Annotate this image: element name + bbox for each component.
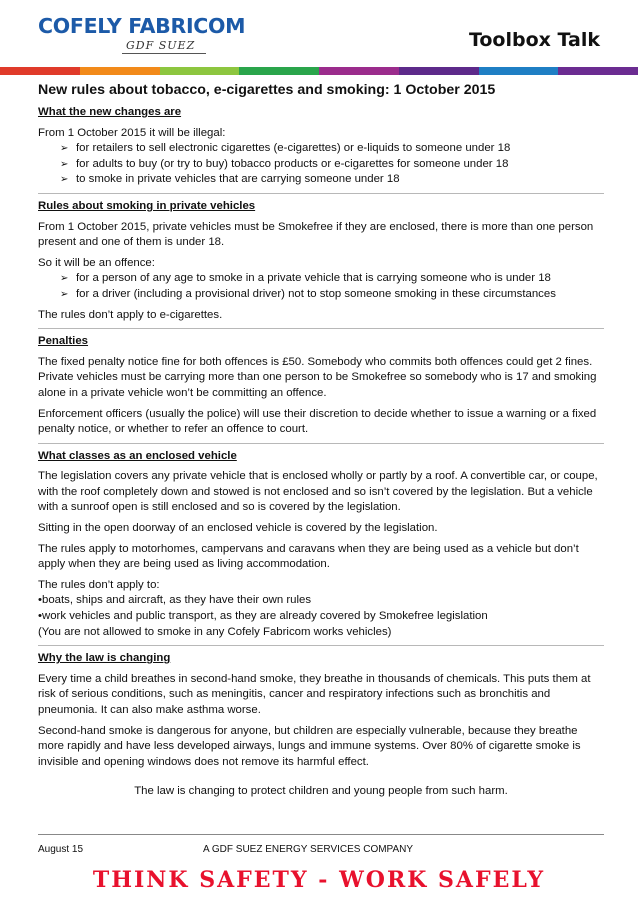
vehicles-bullet-list bbox=[60, 271, 604, 302]
enclosed-exceptions bbox=[38, 578, 604, 640]
footer-company: A GDF SUEZ ENERGY SERVICES COMPANY bbox=[203, 844, 414, 855]
why-paragraph-1: Every time a child breathes in second-hand smoke, they breathe in thousands of chemicals. This puts them at risk of serious conditions, such as meningitis, cancer and respiratory infections such as bronchitis and pneumonia. It can also make asthma worse. bbox=[38, 672, 591, 716]
exceptions-line: •work vehicles and public transport, as they are already covered by Smokefree legislation bbox=[38, 610, 488, 623]
list-item-text: for a person of any age to smoke in a private vehicle that is carrying someone who is under 18 bbox=[76, 272, 551, 285]
header-title: Toolbox Talk bbox=[468, 29, 600, 51]
footer-date: August 15 bbox=[38, 844, 84, 855]
list-item-text: to smoke in private vehicles that are carrying someone under 18 bbox=[76, 173, 400, 186]
section-heading-changes: What the new changes are bbox=[38, 106, 182, 118]
header-color-bar bbox=[0, 67, 638, 75]
arrow-bullet-icon: ➢ bbox=[60, 273, 69, 285]
list-item bbox=[60, 271, 604, 287]
arrow-bullet-icon: ➢ bbox=[60, 288, 69, 300]
changes-intro: From 1 October 2015 it will be illegal: bbox=[38, 126, 226, 139]
arrow-bullet-icon: ➢ bbox=[60, 158, 69, 170]
section-divider bbox=[38, 328, 604, 329]
list-item bbox=[60, 157, 604, 173]
arrow-bullet-icon: ➢ bbox=[60, 143, 69, 155]
arrow-bullet-icon: ➢ bbox=[60, 174, 69, 186]
closing-statement: The law is changing to protect children and young people from such harm. bbox=[134, 785, 508, 798]
enclosed-paragraph-1: The legislation covers any private vehicle that is enclosed wholly or partly by a roof. A convertible car, or coupe, with the roof completely down and stowed is not enclosed and so isn’t covered by the legislation. But a vehicle with a sunroof open is still enclosed and so is covered by the legislation. bbox=[38, 470, 598, 514]
color-bar-segment bbox=[160, 67, 240, 75]
enclosed-paragraph-2: Sitting in the open doorway of an enclosed vehicle is covered by the legislation. bbox=[38, 522, 438, 535]
penalties-paragraph-1: The fixed penalty notice fine for both offences is £50. Somebody who commits both offences could get 2 fines. Private vehicles must be carrying more than one person to be Smokefree so somebody who is 17 and smoking alone in a private vehicle won’t be committing an offence. bbox=[38, 355, 597, 399]
exceptions-line: (You are not allowed to smoke in any Cofely Fabricom works vehicles) bbox=[38, 625, 392, 638]
changes-bullet-list bbox=[60, 141, 604, 188]
list-item bbox=[60, 172, 604, 188]
list-item-text: for a driver (including a provisional driver) not to stop someone smoking in these circumstances bbox=[76, 287, 556, 300]
page-header bbox=[0, 0, 638, 70]
color-bar-segment bbox=[319, 67, 399, 75]
vehicles-paragraph: From 1 October 2015, private vehicles must be Smokefree if they are enclosed, there is more than one person present and one of them is under 18. bbox=[38, 220, 594, 249]
color-bar-segment bbox=[479, 67, 559, 75]
footer-divider bbox=[38, 834, 604, 835]
list-item-text: for retailers to sell electronic cigarettes (e-cigarettes) or e-liquids to someone under 18 bbox=[76, 142, 511, 155]
color-bar-segment bbox=[558, 67, 638, 75]
enclosed-paragraph-3: The rules apply to motorhomes, campervans and caravans when they are being used as a vehicle but don’t apply when they are being used as living accommodation. bbox=[38, 542, 579, 571]
section-divider bbox=[38, 193, 604, 194]
color-bar-segment bbox=[0, 67, 80, 75]
section-heading-enclosed: What classes as an enclosed vehicle bbox=[38, 449, 237, 462]
why-paragraph-2: Second-hand smoke is dangerous for anyone, but children are especially vulnerable, because they breathe more rapidly and have less developed airways, lungs and immune systems. Over 80% of cigarette smoke is invisible and opening windows does not remove its harmful effect. bbox=[38, 724, 581, 768]
exceptions-line: The rules don’t apply to: bbox=[38, 578, 160, 591]
color-bar-segment bbox=[399, 67, 479, 75]
logo-wordmark: COFELY FABRICOM bbox=[38, 14, 246, 38]
section-divider bbox=[38, 645, 604, 646]
vehicles-ecig-note: The rules don’t apply to e-cigarettes. bbox=[38, 308, 223, 321]
company-logo bbox=[38, 14, 248, 60]
exceptions-line: •boats, ships and aircraft, as they have their own rules bbox=[38, 594, 312, 607]
document-body bbox=[38, 81, 604, 800]
safety-slogan: THINK SAFETY - WORK SAFELY bbox=[92, 867, 546, 893]
penalties-paragraph-2: Enforcement officers (usually the police) will use their discretion to decide whether to issue a warning or a fixed penalty notice, or whether to refer an offence to court. bbox=[38, 407, 597, 436]
section-heading-vehicles: Rules about smoking in private vehicles bbox=[38, 199, 256, 212]
document-title: New rules about tobacco, e-cigarettes and smoking: 1 October 2015 bbox=[38, 82, 496, 98]
logo-parent-company: GDF SUEZ bbox=[126, 39, 196, 52]
color-bar-segment bbox=[239, 67, 319, 75]
list-item-text: for adults to buy (or try to buy) tobacco products or e-cigarettes for someone under 18 bbox=[76, 157, 509, 170]
section-divider bbox=[38, 443, 604, 444]
color-bar-segment bbox=[80, 67, 160, 75]
logo-underline bbox=[122, 53, 206, 54]
section-heading-why: Why the law is changing bbox=[38, 652, 171, 665]
list-item bbox=[60, 141, 604, 157]
list-item bbox=[60, 287, 604, 303]
vehicles-intro: So it will be an offence: bbox=[38, 256, 155, 269]
section-heading-penalties: Penalties bbox=[38, 335, 89, 348]
